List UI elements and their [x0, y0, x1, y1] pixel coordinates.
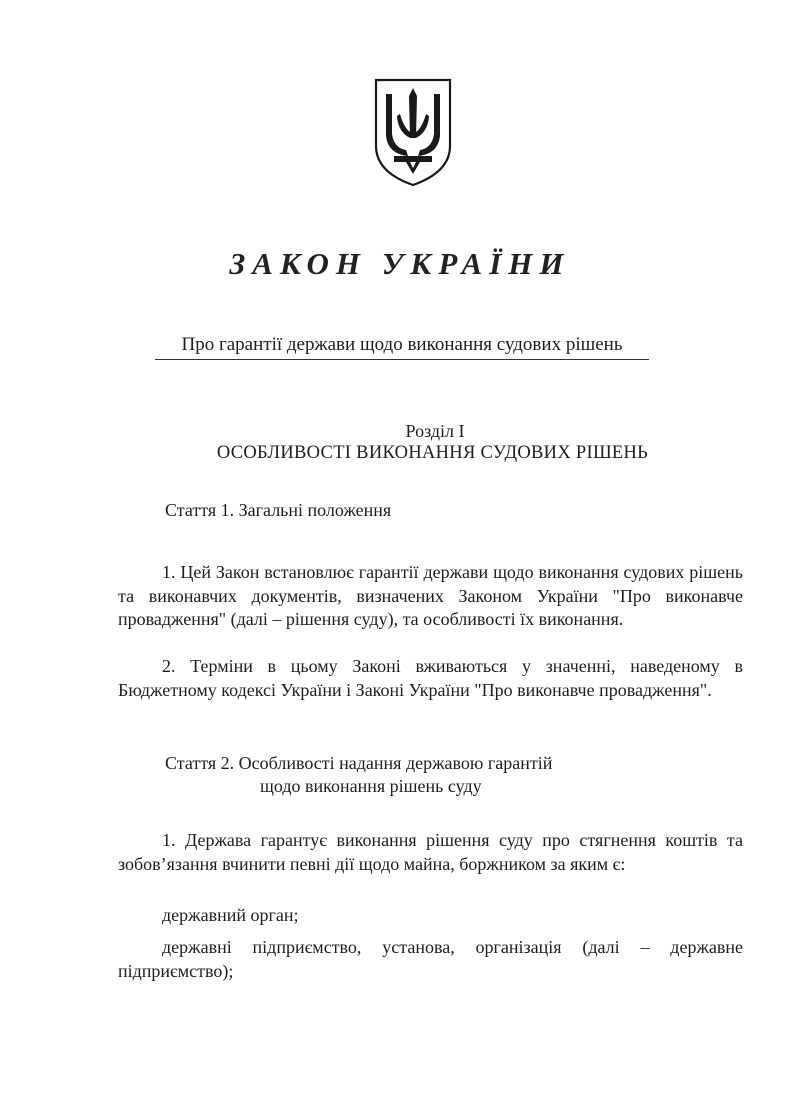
- article-2-item-1: державний орган;: [162, 905, 299, 925]
- article-2-title-line-2: щодо виконання рішень суду: [260, 776, 482, 796]
- article-1-title: Стаття 1. Загальні положення: [165, 500, 392, 520]
- article-1-paragraph-1: 1. Цей Закон встановлює гарантії держави щодо виконання судових рішень та виконавчих документів, визначених Законом України "Про виконавче провадження" (далі – рішення суду), та особливості їх виконання.: [118, 562, 743, 629]
- article-2-title-line-1: Стаття 2. Особливості надання державою гарантій: [165, 753, 553, 773]
- law-subtitle: Про гарантії держави щодо виконання судових рішень: [155, 334, 649, 360]
- article-2-paragraph-1: 1. Держава гарантує виконання рішення суду про стягнення коштів та зобов’язання вчинити певні дії щодо майна, боржником за яким є:: [118, 830, 743, 874]
- section-name: ОСОБЛИВОСТІ ВИКОНАННЯ СУДОВИХ РІШЕНЬ: [216, 443, 649, 463]
- section-number: Розділ I: [405, 421, 465, 441]
- law-title: ЗАКОН УКРАЇНИ: [229, 246, 571, 281]
- article-2-item-2: державні підприємство, установа, організація (далі – державне підприємство);: [118, 937, 743, 981]
- article-1-paragraph-2: 2. Терміни в цьому Законі вживаються у значенні, наведеному в Бюджетному кодексі України і Законі України "Про виконавче провадження".: [118, 656, 743, 700]
- article-2-title: [165, 752, 552, 798]
- coat-of-arms-icon: [370, 76, 456, 188]
